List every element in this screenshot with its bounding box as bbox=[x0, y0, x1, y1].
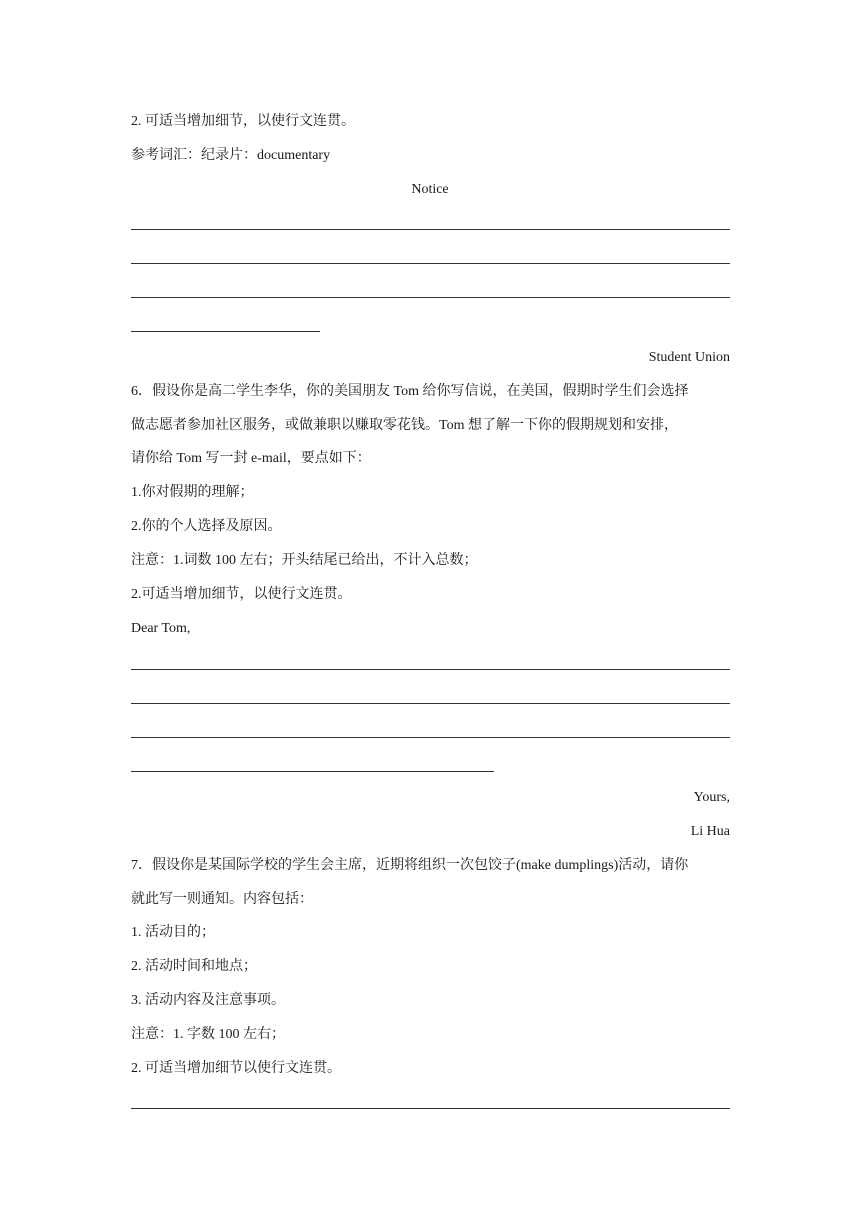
writing-line bbox=[131, 263, 730, 264]
q7-note-1: 注意：1. 字数 100 左右； bbox=[131, 1027, 285, 1042]
q6-point-2: 2.你的个人选择及原因。 bbox=[131, 519, 282, 534]
q6-note-1: 注意：1.词数 100 左右；开头结尾已给出，不计入总数； bbox=[131, 553, 478, 568]
writing-line bbox=[131, 1108, 730, 1109]
q5-note-2: 2. 可适当增加细节，以使行文连贯。 bbox=[131, 114, 355, 129]
notice-signature: Student Union bbox=[648, 350, 730, 365]
writing-line bbox=[131, 669, 730, 670]
writing-line bbox=[131, 297, 730, 298]
q7-note-2: 2. 可适当增加细节以使行文连贯。 bbox=[131, 1061, 341, 1076]
writing-line bbox=[131, 771, 494, 772]
q6-point-1: 1.你对假期的理解； bbox=[131, 485, 254, 500]
q7-prompt-line-2: 就此写一则通知。内容包括： bbox=[131, 892, 313, 907]
q6-name: Li Hua bbox=[690, 824, 730, 839]
q7-point-3: 3. 活动内容及注意事项。 bbox=[131, 993, 285, 1008]
q6-salutation: Dear Tom, bbox=[131, 621, 191, 636]
notice-title: Notice bbox=[411, 182, 449, 197]
q6-prompt-line-1: 6．假设你是高二学生李华，你的美国朋友 Tom 给你写信说，在美国，假期时学生们会选择 bbox=[131, 384, 689, 399]
q6-closing: Yours, bbox=[693, 790, 730, 805]
q7-point-2: 2. 活动时间和地点； bbox=[131, 959, 257, 974]
q6-prompt-line-3: 请你给 Tom 写一封 e-mail，要点如下： bbox=[131, 451, 371, 466]
q6-note-2: 2.可适当增加细节，以使行文连贯。 bbox=[131, 587, 352, 602]
q6-prompt-line-2: 做志愿者参加社区服务，或做兼职以赚取零花钱。Tom 想了解一下你的假期规划和安排， bbox=[131, 418, 678, 433]
q7-prompt-line-1: 7．假设你是某国际学校的学生会主席，近期将组织一次包饺子(make dumplings)活动，请你 bbox=[131, 858, 689, 873]
writing-line bbox=[131, 331, 320, 332]
q5-vocab: 参考词汇：纪录片：documentary bbox=[131, 148, 331, 163]
writing-line bbox=[131, 229, 730, 230]
writing-line bbox=[131, 737, 730, 738]
q7-point-1: 1. 活动目的； bbox=[131, 925, 215, 940]
writing-line bbox=[131, 703, 730, 704]
